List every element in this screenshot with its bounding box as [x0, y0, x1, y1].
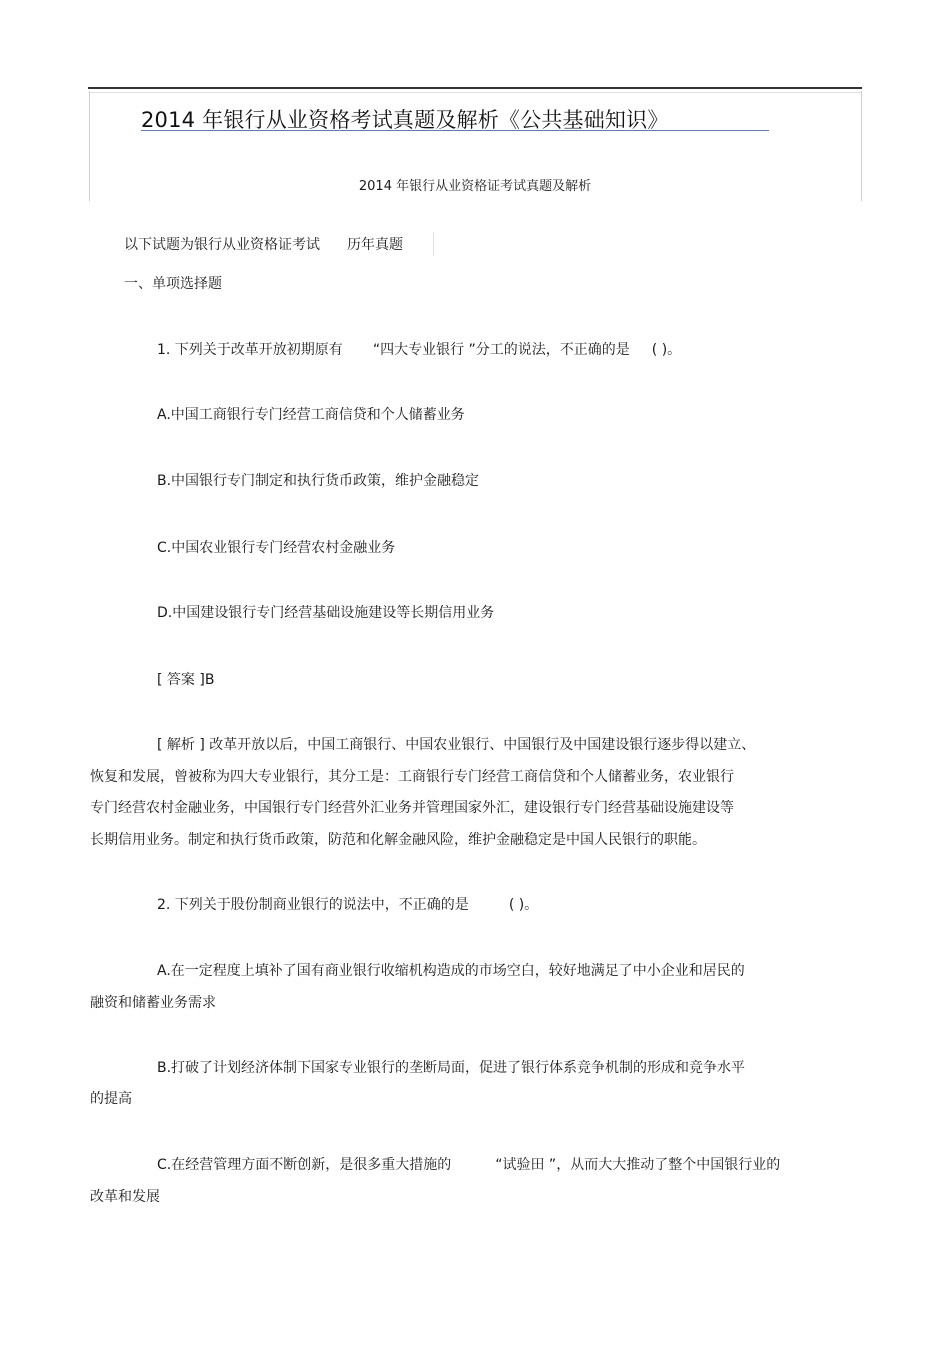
q1-analysis-line-4: 长期信用业务。制定和执行货币政策，防范和化解金融风险，维护金融稳定是中国人民银行的职能。: [90, 832, 706, 848]
q1-analysis-line-3: 专门经营农村金融业务，中国银行专门经营外汇业务并管理国家外汇，建设银行专门经营基础设施建设等: [90, 800, 734, 816]
document-subtitle: 2014 年银行从业资格证考试真题及解析: [358, 179, 592, 194]
q1-option-b: B.中国银行专门制定和执行货币政策，维护金融稳定: [157, 473, 480, 489]
q1-stem-part-a: 1. 下列关于改革开放初期原有: [157, 342, 343, 358]
q1-option-a: A.中国工商银行专门经营工商信贷和个人储蓄业务: [157, 407, 465, 423]
q2-option-c-part-a: C.在经营管理方面不断创新，是很多重大措施的: [157, 1157, 452, 1173]
q1-analysis-line-1: [ 解析 ] 改革开放以后，中国工商银行、中国农业银行、中国银行及中国建设银行逐步得以建立、: [157, 737, 756, 753]
intro-line: [124, 234, 403, 254]
q2-stem-part-b: ( )。: [508, 897, 539, 913]
q2-option-c-line-2: 改革和发展: [90, 1189, 160, 1205]
q1-analysis-line-2: 恢复和发展，曾被称为四大专业银行，其分工是：工商银行专门经营工商信贷和个人储蓄业务，农业银行: [90, 769, 734, 785]
q1-stem-part-b: “四大专业银行 ”分工的说法，不正确的是: [372, 342, 630, 358]
q2-option-b-line-2: 的提高: [90, 1091, 132, 1107]
section-heading: 一、单项选择题: [124, 276, 222, 292]
q1-stem-part-c: ( )。: [651, 342, 682, 358]
document-title: 2014 年银行从业资格考试真题及解析《公共基础知识》: [141, 108, 669, 132]
q2-option-a-line-2: 融资和储蓄业务需求: [90, 995, 216, 1011]
question-2-stem: [157, 894, 538, 914]
q1-option-c: C.中国农业银行专门经营农村金融业务: [157, 540, 396, 556]
q1-answer: [ 答案 ]B: [157, 672, 215, 688]
q1-option-d: D.中国建设银行专门经营基础设施建设等长期信用业务: [157, 605, 495, 621]
intro-highlight: 历年真题: [347, 237, 403, 253]
q2-option-a-line-1: A.在一定程度上填补了国有商业银行收缩机构造成的市场空白，较好地满足了中小企业和居民的: [157, 963, 745, 979]
q2-option-c-part-b: “试验田 ”，从而大大推动了整个中国银行业的: [495, 1157, 781, 1173]
intro-text: 以下试题为银行从业资格证考试: [124, 237, 320, 253]
q2-option-b-line-1: B.打破了计划经济体制下国家专业银行的垄断局面，促进了银行体系竞争机制的形成和竞争水平: [157, 1060, 746, 1076]
q2-option-c-line-1: [157, 1154, 780, 1174]
q2-stem-part-a: 2. 下列关于股份制商业银行的说法中，不正确的是: [157, 897, 469, 913]
title-underline: [141, 130, 769, 131]
header-frame-top: [89, 92, 861, 93]
question-1-stem: [157, 339, 681, 359]
intro-divider: [433, 232, 434, 256]
top-rule: [88, 87, 862, 89]
